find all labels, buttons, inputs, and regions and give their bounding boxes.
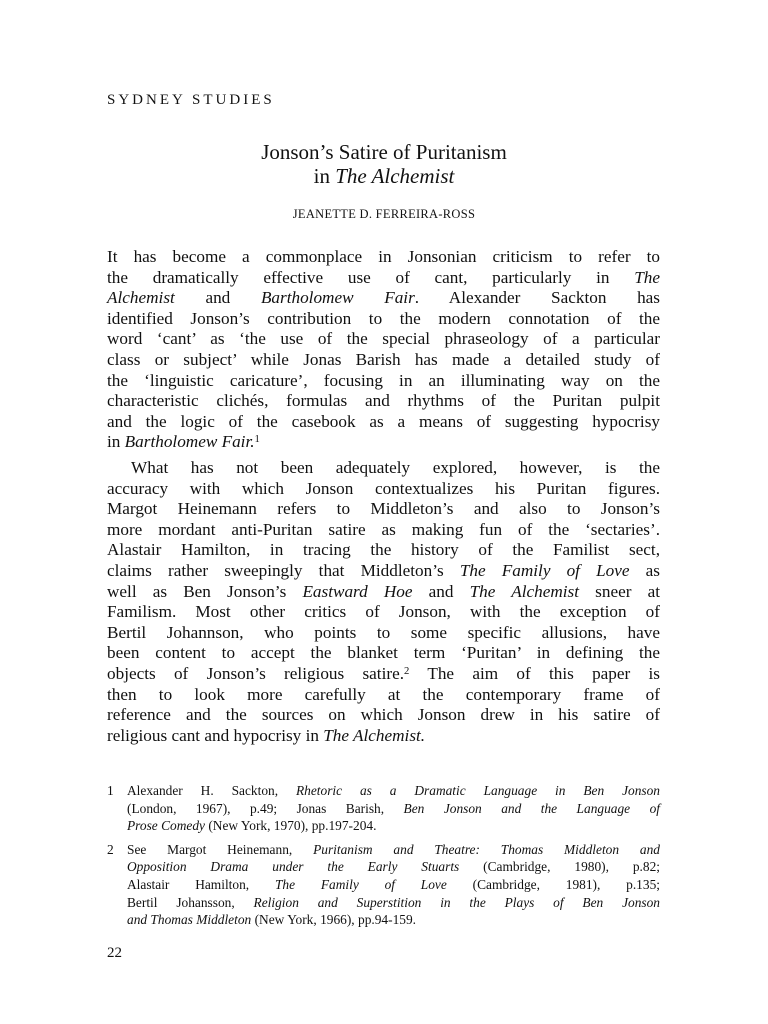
footnote-line	[127, 841, 660, 859]
footnotes	[107, 782, 660, 935]
text-line	[107, 288, 660, 309]
footnote-line	[127, 782, 660, 800]
text-span: Bertil Johansson,	[127, 894, 254, 910]
text-span: as	[629, 560, 660, 580]
italic-title: Religion and Superstition in the Plays of Ben Jonson	[253, 894, 661, 910]
text-line	[107, 268, 660, 289]
footnote-line	[127, 817, 660, 835]
text-line: class or subject’ while Jonas Barish has made a detailed study of	[107, 349, 660, 369]
footnote-reference[interactable]: 1	[254, 434, 260, 446]
text-line: been content to accept the blanket term ‘Puritan’ in defining the	[107, 643, 660, 663]
text-span: in	[107, 432, 125, 452]
text-span: (Cambridge, 1980), p.82;	[459, 859, 661, 875]
text-span: The aim of this paper is	[409, 663, 660, 683]
footnote-line	[127, 800, 660, 818]
footnote-line	[127, 894, 660, 912]
text-span: (Cambridge, 1981), p.135;	[446, 876, 660, 892]
text-span: (London, 1967), p.49; Jonas Barish,	[127, 800, 404, 816]
footnote-number: 2	[107, 841, 114, 857]
running-head: SYDNEY STUDIES	[107, 92, 275, 108]
text-span: (New York, 1970), pp.197-204.	[204, 818, 377, 834]
page-number: 22	[107, 945, 122, 961]
text-line: What has not been adequately explored, however, is the	[131, 458, 660, 477]
italic-title: Eastward Hoe	[302, 581, 413, 601]
text-line: Bertil Johannson, who points to some specific allusions, have	[107, 622, 660, 642]
italic-title: Bartholomew Fair	[260, 288, 415, 308]
text-line: Alastair Hamilton, in tracing the history of the Familist sect,	[107, 540, 660, 560]
text-span: Alexander H. Sackton,	[127, 783, 296, 798]
footnote-1	[107, 782, 660, 835]
text-line	[107, 561, 660, 582]
text-span: Alastair Hamilton,	[127, 876, 275, 892]
footnote-2	[107, 841, 660, 929]
footnote-line	[127, 858, 660, 876]
text-line: It has become a commonplace in Jonsonian criticism to refer to	[107, 247, 660, 266]
title-italic: The Alchemist	[335, 164, 455, 188]
text-span: well as Ben Jonson’s	[107, 581, 303, 601]
text-span: the dramatically effective use of cant, particularly in	[107, 267, 635, 287]
italic-title: Rhetoric as a Dramatic Language in Ben Jonson	[295, 783, 660, 798]
text-line: identified Jonson’s contribution to the modern connotation of the	[107, 308, 660, 328]
text-line: the ‘linguistic caricature’, focusing in an illuminating way on the	[107, 370, 660, 390]
italic-title: The Alchemist	[469, 581, 580, 601]
text-span: sneer at	[579, 581, 660, 601]
text-span: . Alexander Sackton has	[414, 288, 660, 308]
paragraph-1	[107, 247, 660, 453]
text-span: claims rather sweepingly that Middleton’s	[107, 560, 460, 580]
text-span: and	[174, 288, 261, 308]
text-span: objects of Jonson’s religious satire.	[107, 663, 405, 683]
italic-title: Ben Jonson and the Language of	[403, 800, 660, 816]
italic-title: and Thomas Middleton	[127, 912, 252, 928]
text-line: reference and the sources on which Jonson drew in his satire of	[107, 705, 660, 725]
italic-title: The	[634, 267, 660, 287]
text-line: Margot Heinemann refers to Middleton’s and also to Jonson’s	[107, 499, 660, 519]
footnote-line	[127, 876, 660, 894]
italic-title: Puritanism and Theatre: Thomas Middleton and	[313, 841, 660, 857]
text-line	[107, 582, 660, 603]
title-prefix: in	[313, 164, 336, 188]
text-line	[107, 726, 660, 747]
text-line	[107, 432, 660, 453]
footnote-line	[127, 911, 660, 929]
text-line: word ‘cant’ as ‘the use of the special phraseology of a particular	[107, 329, 660, 349]
text-line: accuracy with which Jonson contextualizes his Puritan figures.	[107, 478, 660, 498]
text-line: then to look more carefully at the contemporary frame of	[107, 684, 660, 704]
footnote-number: 1	[107, 783, 114, 798]
italic-title: The Family of Love	[274, 876, 447, 892]
text-span: and	[412, 581, 470, 601]
italic-title: Prose Comedy	[127, 818, 205, 834]
text-line	[107, 664, 660, 685]
article-title-line-1: Jonson’s Satire of Puritanism	[261, 140, 507, 164]
italic-title: The Alchemist.	[323, 725, 426, 745]
text-span: See Margot Heinemann,	[127, 841, 314, 857]
text-line: characteristic clichés, formulas and rhythms of the Puritan pulpit	[107, 391, 660, 411]
italic-title: Alchemist	[107, 288, 175, 308]
text-span: (New York, 1966), pp.94-159.	[251, 912, 417, 928]
article-author	[0, 204, 768, 224]
text-line: more mordant anti-Puritan satire as making fun of the ‘sectaries’.	[107, 519, 660, 539]
text-line: Familism. Most other critics of Jonson, with the exception of	[107, 602, 660, 622]
author-name: JEANETTE D. FERREIRA-ROSS	[292, 207, 476, 221]
article-title-line-2	[0, 164, 768, 189]
footnote-reference[interactable]: 2	[404, 666, 410, 678]
italic-title: Opposition Drama under the Early Stuarts	[127, 859, 460, 875]
paragraph-2	[107, 458, 660, 746]
italic-title: The Family of Love	[459, 560, 630, 580]
italic-title: Bartholomew Fair.	[124, 432, 255, 452]
text-span: religious cant and hypocrisy in	[107, 725, 324, 745]
text-line: and the logic of the casebook as a means of suggesting hypocrisy	[107, 411, 660, 431]
